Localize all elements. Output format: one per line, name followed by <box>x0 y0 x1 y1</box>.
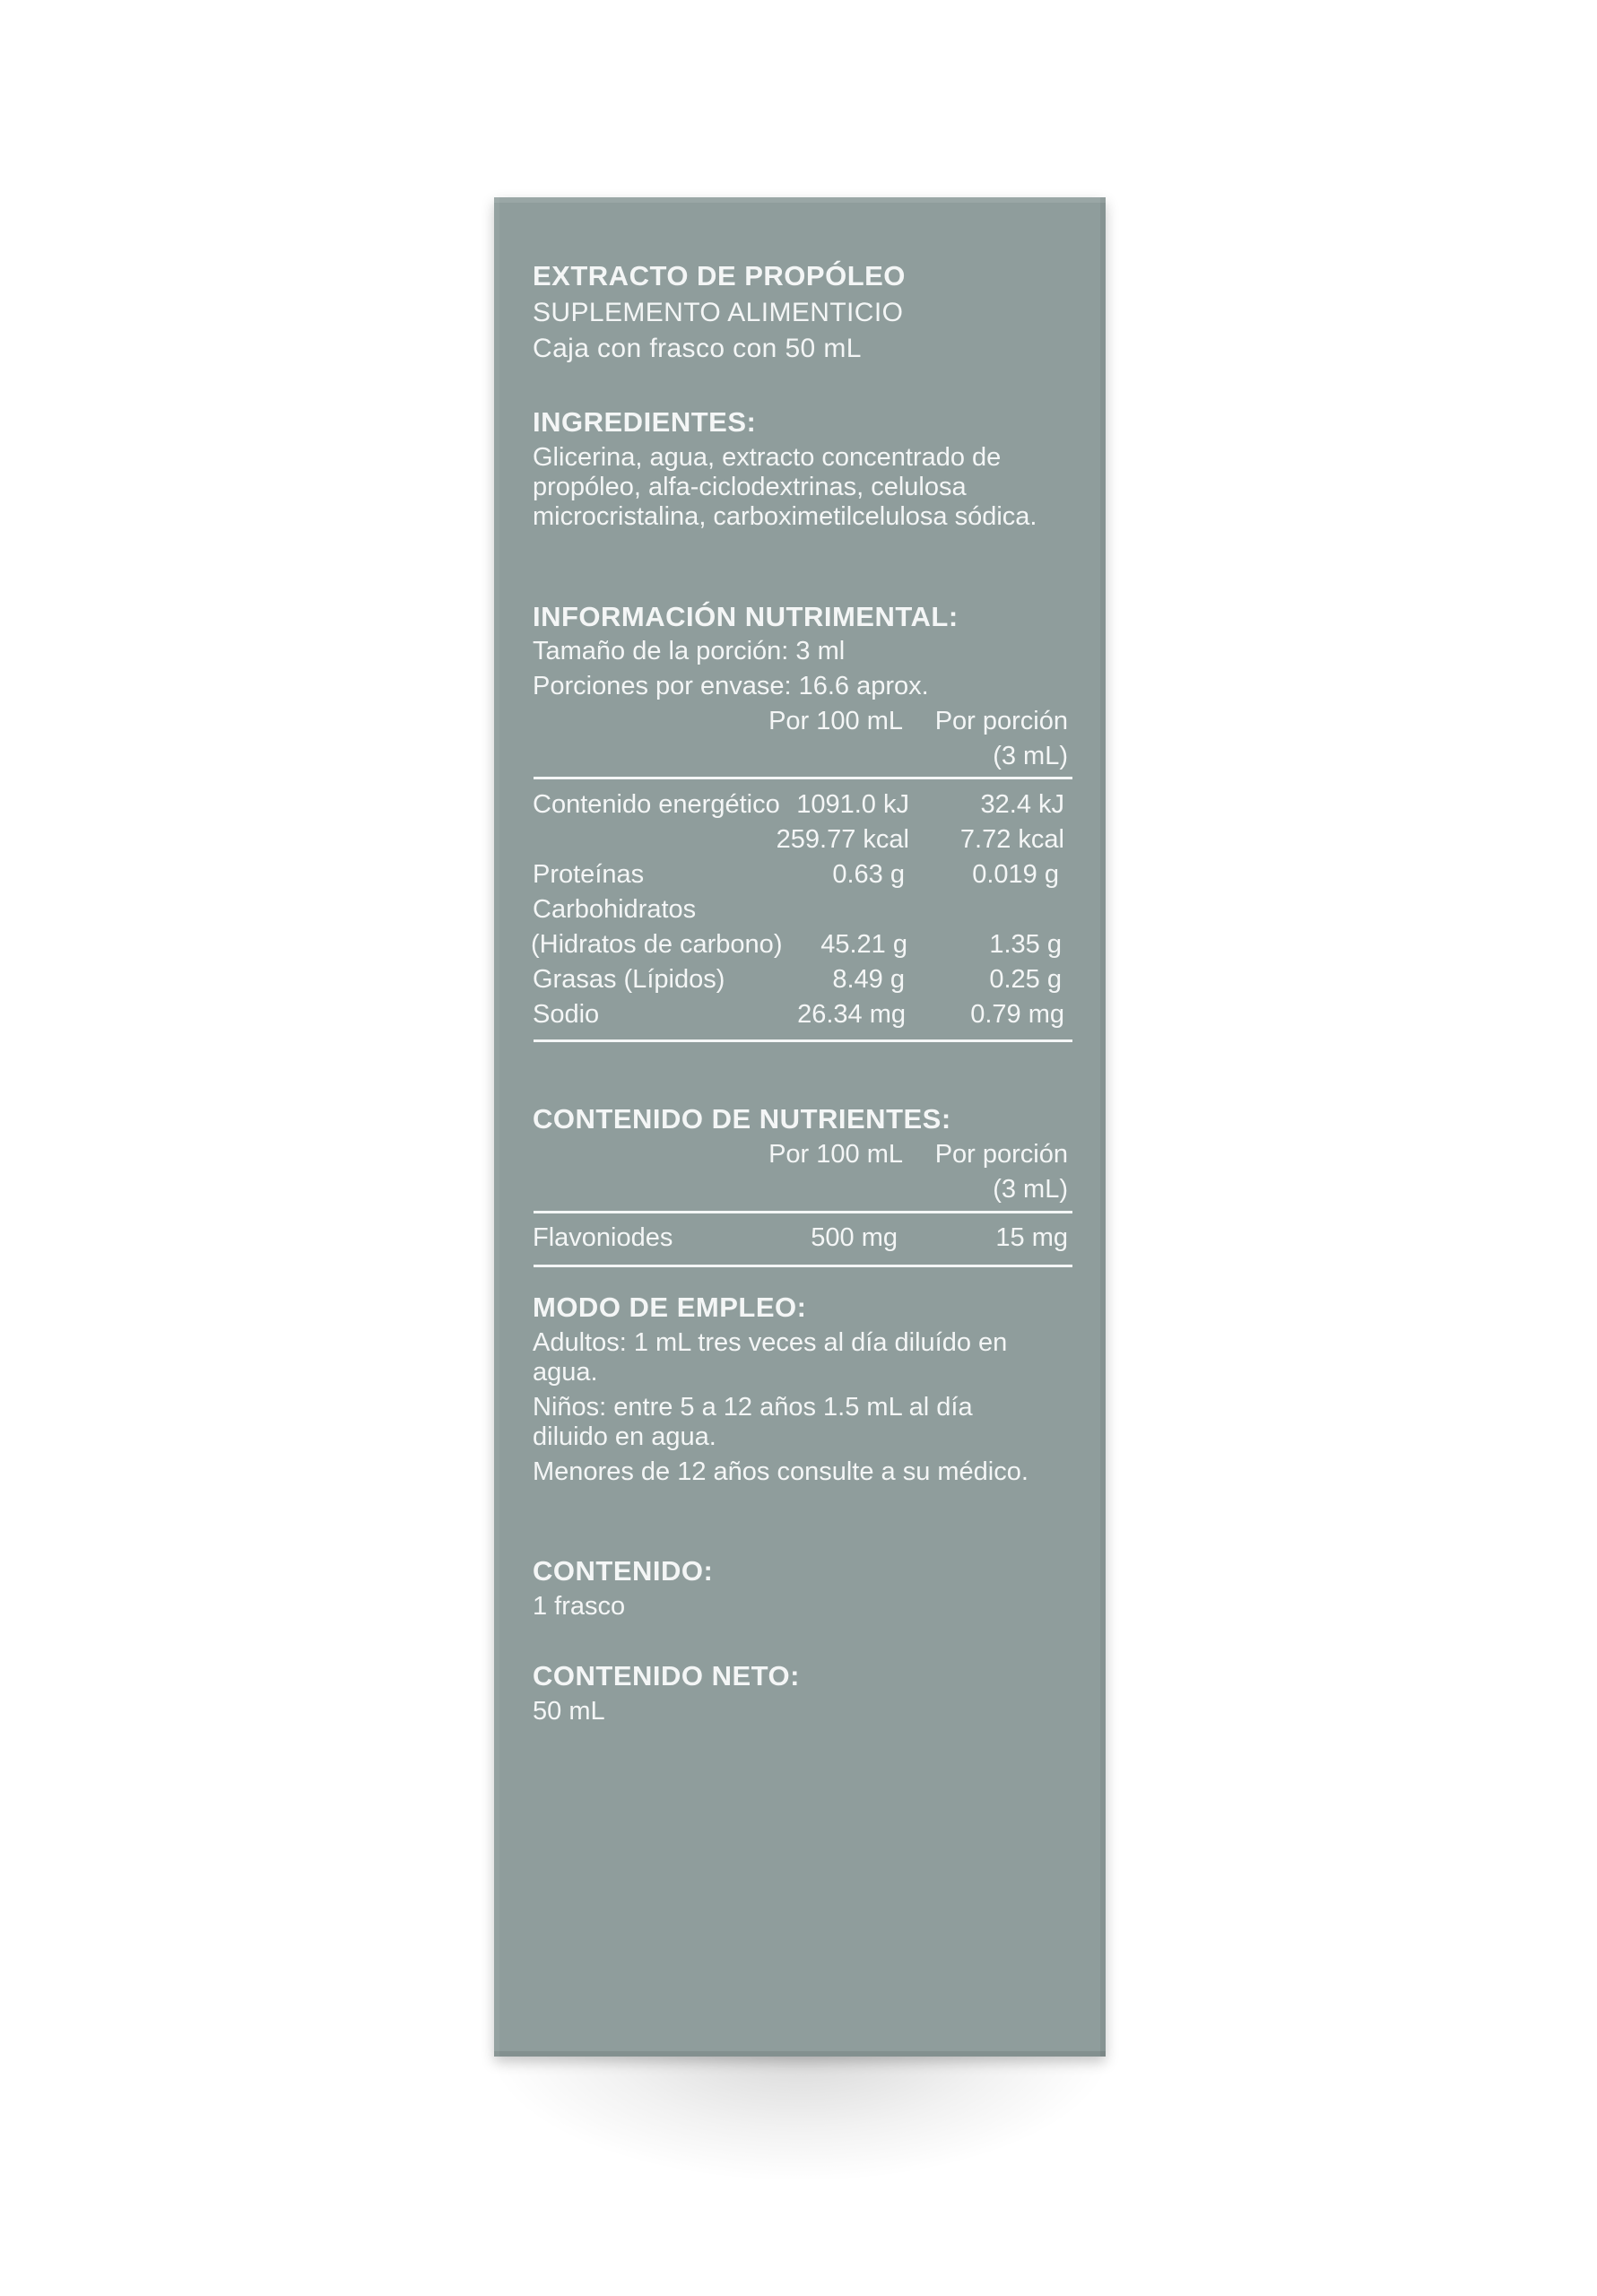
nutrients-row-portion: 15 mg <box>995 1223 1068 1252</box>
nutrition-table-top-rule <box>534 777 1072 779</box>
nutrition-row-per100: 8.49 g <box>832 965 905 994</box>
product-presentation: Caja con frasco con 50 mL <box>533 334 862 363</box>
col-header-portion-unit: (3 mL) <box>993 742 1068 770</box>
ingredients-text: Glicerina, agua, extracto concentrado de propóleo, alfa-ciclodextrinas, celulosa microcristalina, carboximetilcelulosa sódica. <box>533 443 1037 531</box>
nutrition-row-label: Grasas (Lípidos) <box>533 965 725 994</box>
usage-adults: Adultos: 1 mL tres veces al día diluído en agua. <box>533 1328 1008 1387</box>
content-value: 1 frasco <box>533 1592 626 1621</box>
col-header-per-100: Por 100 mL <box>768 707 903 735</box>
nutrition-row-label: (Hidratos de carbono) <box>531 930 783 959</box>
nutrition-row-per100: 259.77 kcal <box>776 825 909 854</box>
content-heading: CONTENIDO: <box>533 1555 714 1587</box>
nutrition-row-label: Carbohidratos <box>533 895 697 924</box>
nutrition-row-per100: 45.21 g <box>820 930 907 959</box>
col-header-per-portion: Por porción <box>934 707 1068 735</box>
nutrition-row-portion: 32.4 kJ <box>980 790 1064 819</box>
product-subtitle: SUPLEMENTO ALIMENTICIO <box>533 298 904 327</box>
nutrition-row-per100: 0.63 g <box>832 860 905 889</box>
nutrients-row-per100: 500 mg <box>811 1223 898 1252</box>
nutrition-row-portion: 1.35 g <box>989 930 1062 959</box>
nutrition-row-label: Proteínas <box>533 860 645 889</box>
nutrition-row-portion: 7.72 kcal <box>959 825 1064 854</box>
nutrition-row-portion: 0.25 g <box>989 965 1062 994</box>
nutrition-row-portion: 0.019 g <box>972 860 1059 889</box>
nutrients-heading: CONTENIDO DE NUTRIENTES: <box>533 1103 951 1135</box>
net-content-heading: CONTENIDO NETO: <box>533 1660 800 1692</box>
usage-children: Niños: entre 5 a 12 años 1.5 mL al día diluido en agua. <box>533 1393 973 1451</box>
nutrition-row-label: Contenido energético <box>533 790 780 819</box>
ingredients-heading: INGREDIENTES: <box>533 406 757 438</box>
nutrients-row-label: Flavoniodes <box>533 1223 673 1252</box>
col-header-per-100: Por 100 mL <box>768 1140 903 1169</box>
col-header-portion-unit: (3 mL) <box>993 1175 1068 1204</box>
product-name: EXTRACTO DE PROPÓLEO <box>533 260 906 291</box>
nutrition-row-per100: 1091.0 kJ <box>796 790 909 819</box>
nutrients-table-top-rule <box>534 1211 1072 1213</box>
servings-per-container: Porciones por envase: 16.6 aprox. <box>533 672 929 700</box>
nutrients-table-bottom-rule <box>534 1265 1072 1267</box>
nutrition-row-label: Sodio <box>533 1000 600 1029</box>
nutrition-table-bottom-rule <box>534 1039 1072 1042</box>
nutrition-heading: INFORMACIÓN NUTRIMENTAL: <box>533 601 959 632</box>
nutrition-row-per100: 26.34 mg <box>797 1000 906 1029</box>
usage-heading: MODO DE EMPLEO: <box>533 1292 807 1323</box>
usage-under-12: Menores de 12 años consulte a su médico. <box>533 1457 1029 1486</box>
nutrition-row-portion: 0.79 mg <box>970 1000 1064 1029</box>
net-content-value: 50 mL <box>533 1697 605 1726</box>
col-header-per-portion: Por porción <box>934 1140 1068 1169</box>
product-box-back-panel <box>494 197 1106 2057</box>
serving-size: Tamaño de la porción: 3 ml <box>533 637 846 665</box>
